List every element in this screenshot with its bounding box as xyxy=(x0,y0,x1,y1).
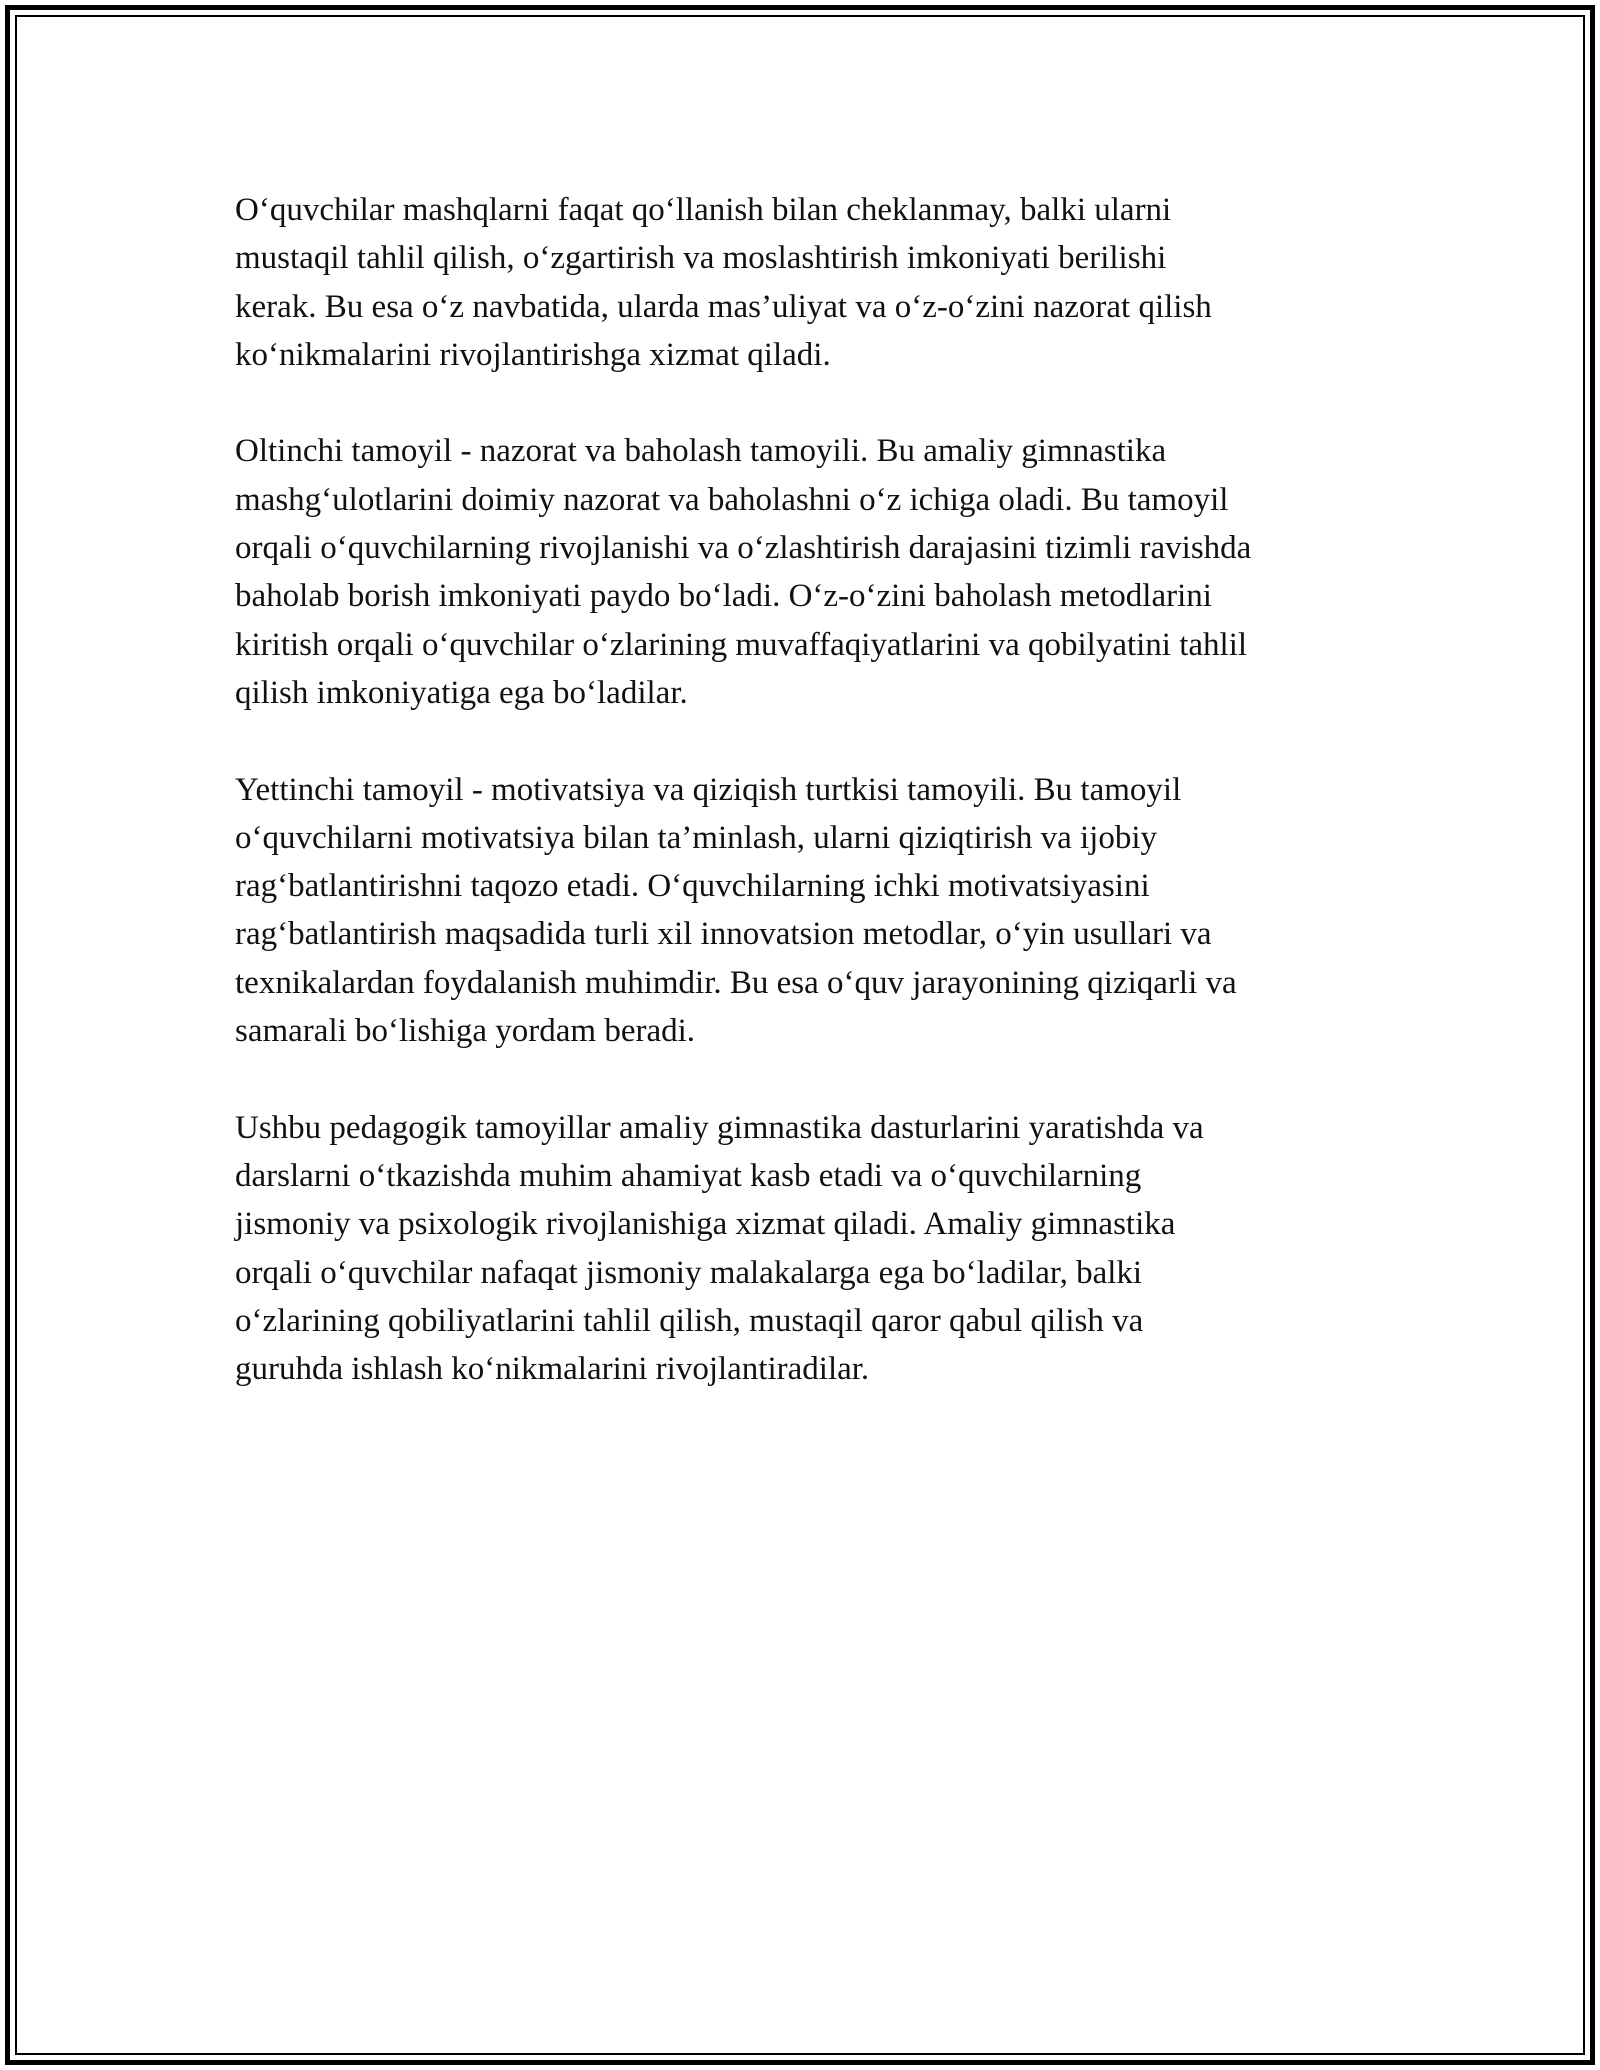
text-line: rag‘batlantirishni taqozo etadi. O‘quvchilarning ichki motivatsiyasini xyxy=(235,868,1150,905)
text-line: ko‘nikmalarini rivojlantirishga xizmat qiladi. xyxy=(235,336,831,373)
text-line: guruhda ishlash ko‘nikmalarini rivojlantiradilar. xyxy=(235,1351,870,1388)
text-line: texnikalardan foydalanish muhimdir. Bu esa o‘quv jarayonining qiziqarli va xyxy=(235,964,1237,1001)
text-line: orqali o‘quvchilarning rivojlanishi va o‘zlashtirish darajasini tizimli ravishda xyxy=(235,530,1252,567)
text-line: Yettinchi tamoyil - motivatsiya va qiziqish turtkisi tamoyili. Bu tamoyil xyxy=(235,771,1182,808)
text-line: O‘quvchilar mashqlarni faqat qo‘llanish bilan cheklanmay, balki ularni xyxy=(235,192,1172,228)
paragraph-2 xyxy=(235,427,1375,717)
text-line: rag‘batlantirish maqsadida turli xil innovatsion metodlar, o‘yin usullari va xyxy=(235,916,1212,953)
text-line: o‘zlarining qobiliyatlarini tahlil qilish, mustaqil qaror qabul qilish va xyxy=(235,1302,1144,1339)
text-line: qilish imkoniyatiga ega bo‘ladilar. xyxy=(235,674,688,711)
text-line: Oltinchi tamoyil - nazorat va baholash tamoyili. Bu amaliy gimnastika xyxy=(235,433,1167,470)
document-body xyxy=(235,186,1375,1442)
paragraph-4 xyxy=(235,1104,1375,1394)
text-line: kiritish orqali o‘quvchilar o‘zlarining muvaffaqiyatlarini va qobilyatini tahlil xyxy=(235,626,1248,663)
paragraph-1 xyxy=(235,186,1375,379)
text-line: kerak. Bu esa o‘z navbatida, ularda mas’uliyat va o‘z-o‘zini nazorat qilish xyxy=(235,288,1212,325)
text-line: mashg‘ulotlarini doimiy nazorat va baholashni o‘z ichiga oladi. Bu tamoyil xyxy=(235,481,1229,518)
text-line: orqali o‘quvchilar nafaqat jismoniy malakalarga ega bo‘ladilar, balki xyxy=(235,1254,1143,1291)
text-line: samarali bo‘lishiga yordam beradi. xyxy=(235,1013,696,1050)
text-line: jismoniy va psixologik rivojlanishiga xizmat qiladi. Amaliy gimnastika xyxy=(235,1206,1176,1243)
text-line: darslarni o‘tkazishda muhim ahamiyat kasb etadi va o‘quvchilarning xyxy=(235,1157,1142,1194)
text-line: mustaqil tahlil qilish, o‘zgartirish va moslashtirish imkoniyati berilishi xyxy=(235,240,1167,277)
paragraph-3 xyxy=(235,766,1375,1056)
text-line: o‘quvchilarni motivatsiya bilan ta’minlash, ularni qiziqtirish va ijobiy xyxy=(235,819,1157,856)
text-line: Ushbu pedagogik tamoyillar amaliy gimnastika dasturlarini yaratishda va xyxy=(235,1109,1204,1146)
text-line: baholab borish imkoniyati paydo bo‘ladi. O‘z-o‘zini baholash metodlarini xyxy=(235,578,1212,615)
